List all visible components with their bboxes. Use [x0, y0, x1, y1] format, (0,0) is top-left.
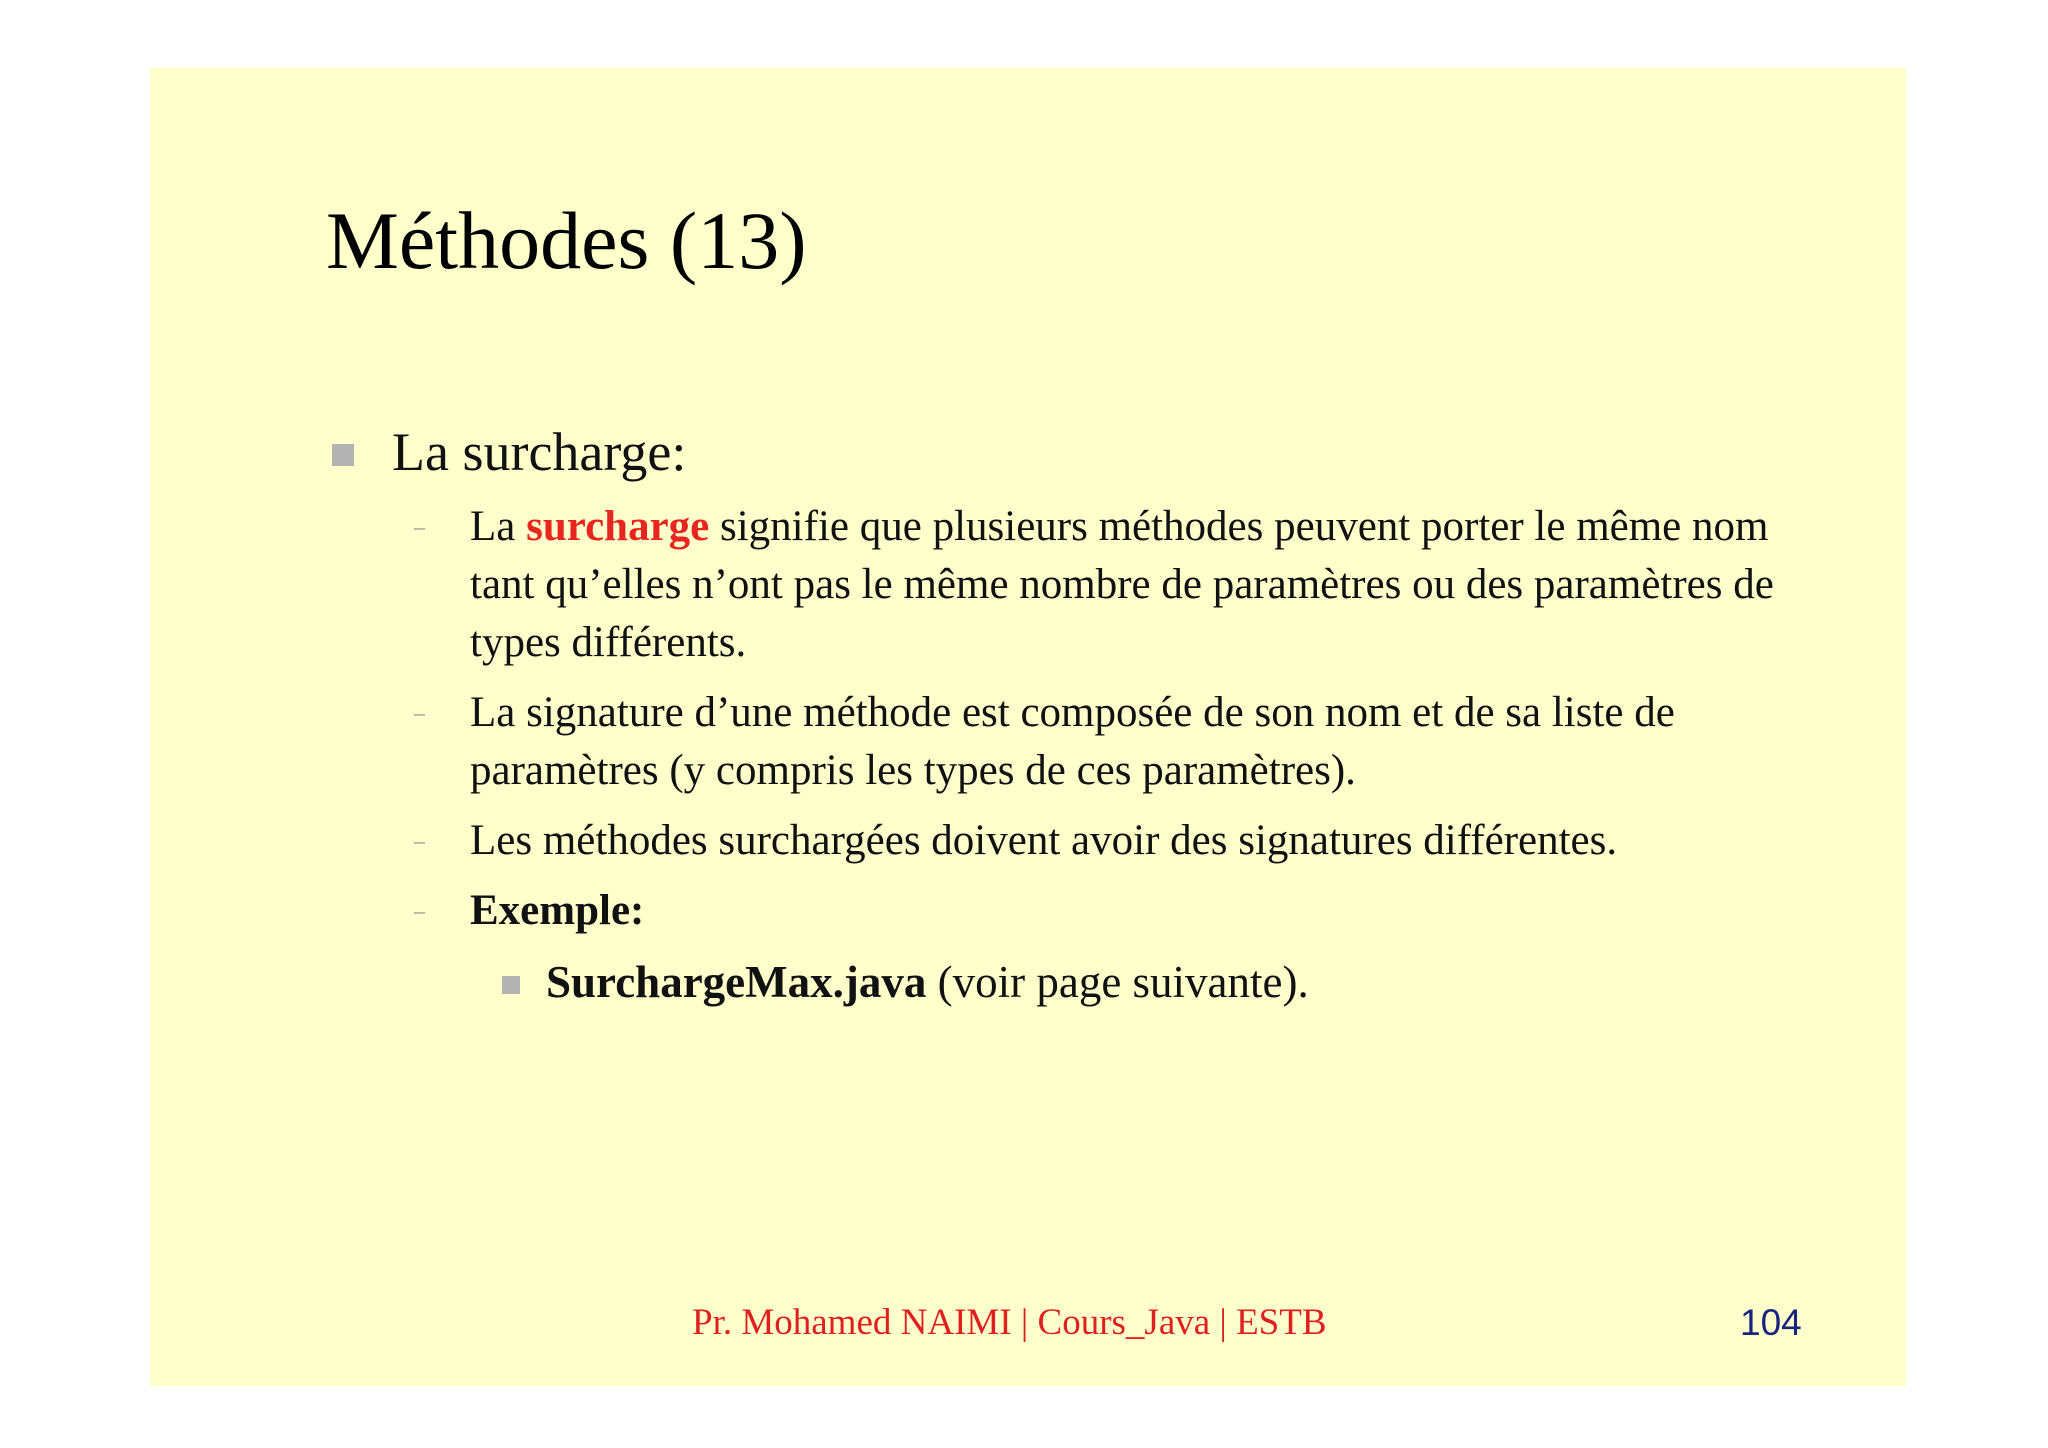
- nested-bullet-item: [546, 952, 1826, 1012]
- example-note: (voir page suivante).: [926, 957, 1309, 1007]
- slide: [150, 68, 1906, 1386]
- sub-bullet-item: [414, 812, 1826, 870]
- sub-bullet-prefix: La: [470, 503, 527, 550]
- square-bullet-icon: [502, 976, 520, 994]
- example-filename: SurchargeMax.java: [546, 957, 927, 1007]
- square-bullet-icon: [332, 444, 354, 466]
- bullet-item: [326, 418, 1826, 486]
- sub-bullet-text: La signature d’une méthode est composée de son nom et de sa liste de paramètres (y compris les types de ces paramètres).: [470, 689, 1675, 794]
- dash-icon: –: [414, 700, 425, 725]
- slide-content: [326, 418, 1826, 1012]
- example-label: Exemple:: [470, 887, 645, 934]
- sub-bullet-text: Les méthodes surchargées doivent avoir des signatures différentes.: [470, 817, 1618, 864]
- dash-icon: –: [414, 514, 425, 539]
- sub-bullet-item: [414, 882, 1826, 940]
- bullet-text: La surcharge:: [392, 422, 687, 482]
- sub-bullet-item: [414, 498, 1826, 672]
- footer-text: Pr. Mohamed NAIMI | Cours_Java | ESTB: [692, 1302, 1327, 1343]
- slide-title: Méthodes (13): [326, 195, 807, 286]
- sub-bullet-suffix: signifie que plusieurs méthodes peuvent porter le même nom tant qu’elles n’ont pas le même nombre de paramètres ou des paramètres de types différents.: [470, 503, 1774, 666]
- dash-icon: –: [414, 898, 425, 923]
- page-number: 104: [1740, 1302, 1802, 1343]
- highlight-term: surcharge: [526, 503, 710, 550]
- sub-bullet-item: [414, 684, 1826, 800]
- dash-icon: –: [414, 828, 425, 853]
